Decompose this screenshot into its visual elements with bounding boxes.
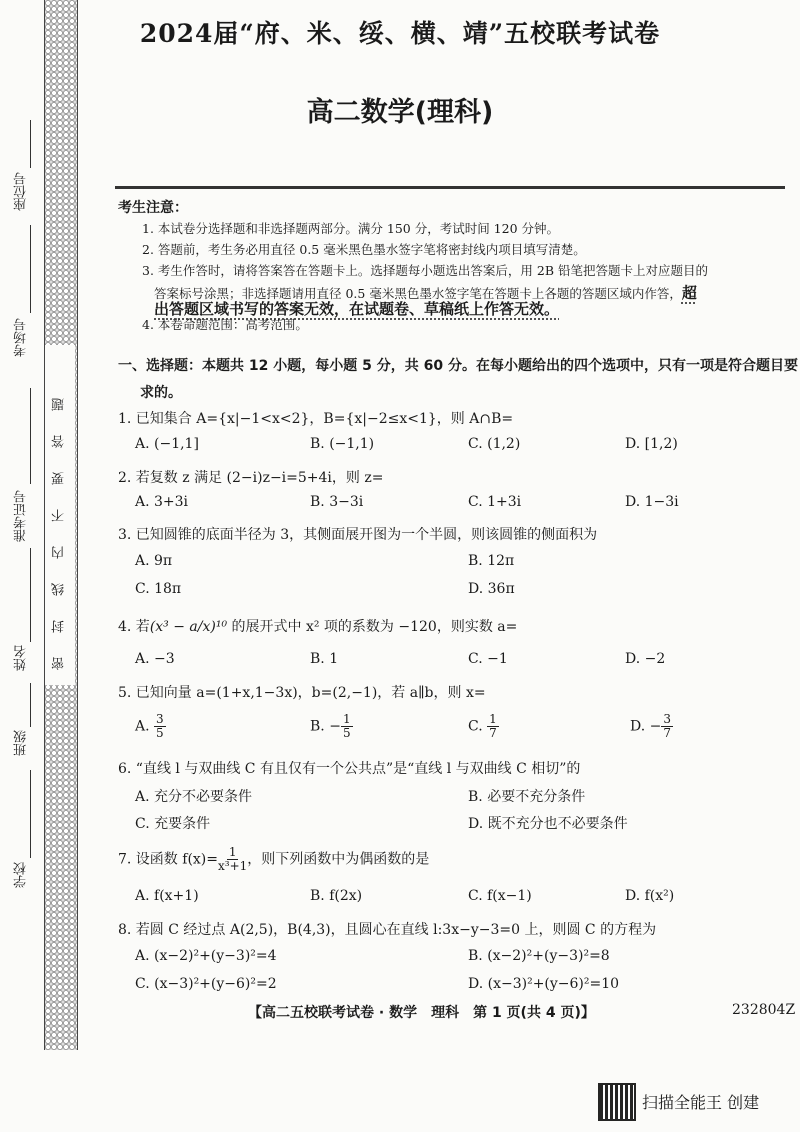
field-room-label: 考场号 — [14, 318, 29, 357]
q5a-den: 5 — [156, 726, 164, 740]
q5c-den: 7 — [489, 726, 497, 740]
field-class-line — [30, 683, 31, 727]
q6-option-b: B. 必要不充分条件 — [468, 789, 586, 805]
q5d-sign: − — [649, 718, 662, 735]
q5a-num: 3 — [156, 712, 164, 726]
q4-stem-pre: 4. 若 — [118, 619, 150, 635]
note-2: 2. 答题前，考生务必用直径 0.5 毫米黑色墨水签字笔将密封线内项目填写清楚。 — [142, 242, 586, 257]
q6-option-d: D. 既不充分也不必要条件 — [468, 816, 628, 832]
q5-option-b — [310, 713, 353, 740]
q8-option-b: B. (x−2)²+(y−3)²=8 — [468, 948, 610, 964]
q7-stem-post: ，则下列函数中为偶函数的是 — [247, 851, 430, 868]
q5b-sign: − — [329, 718, 341, 735]
field-name-line — [30, 548, 31, 642]
q5-option-d — [630, 713, 673, 740]
q7-option-d: D. f(x²) — [625, 888, 675, 904]
q7-option-b: B. f(2x) — [310, 888, 363, 904]
q2-option-d: D. 1−3i — [625, 494, 679, 510]
q4-option-d: D. −2 — [625, 651, 666, 667]
exam-title: 2024届“府、米、绥、横、靖”五校联考试卷 — [139, 19, 661, 48]
q2-option-a: A. 3+3i — [135, 494, 189, 510]
q3-option-d: D. 36π — [468, 581, 515, 597]
q5-option-a — [135, 713, 166, 740]
q6-option-c: C. 充要条件 — [135, 816, 211, 832]
q3-option-a: A. 9π — [135, 553, 173, 569]
exam-code: 232804Z — [732, 1002, 796, 1018]
q5c-label: C. — [468, 718, 483, 735]
notes-heading: 考生注意： — [118, 200, 188, 216]
field-seat-label: 座位号 — [14, 172, 29, 211]
q2-option-b: B. 3−3i — [310, 494, 364, 510]
note-3: 3. 考生作答时，请将答案答在答题卡上。选择题每小题选出答案后，用 2B 铅笔把答题卡上对应题目的 — [142, 263, 708, 278]
q4-stem-post: 的展开式中 x² 项的系数为 −120，则实数 a= — [227, 619, 518, 635]
q7-option-c: C. f(x−1) — [468, 888, 532, 904]
question-6-stem: 6. “直线 l 与双曲线 C 有且仅有一个公共点”是“直线 l 与双曲线 C 相切”的 — [118, 761, 581, 777]
q5c-num: 1 — [489, 712, 497, 726]
note-4: 4. 本卷命题范围：高考范围。 — [142, 317, 308, 332]
q5d-label: D. — [630, 718, 646, 735]
q5d-den: 7 — [663, 726, 672, 740]
q8-option-d: D. (x−3)²+(y−6)²=10 — [468, 976, 620, 992]
q5b-num: 1 — [342, 712, 351, 726]
q7-stem-pre: 7. 设函数 f(x)= — [118, 851, 218, 868]
field-school-line — [30, 770, 31, 858]
q7-option-a: A. f(x+1) — [135, 888, 199, 904]
section-heading: 一、选择题：本题共 12 小题，每小题 5 分，共 60 分。在每小题给出的四个选项中，只有一项是符合题目要 — [118, 358, 798, 374]
field-ticket-label: 准考证号 — [14, 490, 29, 542]
q1-option-b: B. (−1,1) — [310, 436, 375, 452]
question-3-stem: 3. 已知圆锥的底面半径为 3，其侧面展开图为一个半圆，则该圆锥的侧面积为 — [118, 527, 598, 543]
note-1: 1. 本试卷分选择题和非选择题两部分。满分 150 分，考试时间 120 分钟。 — [142, 221, 560, 236]
field-school-label: 学校 — [14, 862, 29, 888]
q5b-label: B. — [310, 718, 325, 735]
q1-option-a: A. (−1,1] — [135, 436, 199, 452]
divider — [115, 186, 785, 189]
q7-num: 1 — [228, 845, 237, 859]
q6-option-a: A. 充分不必要条件 — [135, 789, 253, 805]
q1-option-c: C. (1,2) — [468, 436, 521, 452]
question-8-stem: 8. 若圆 C 经过点 A(2,5)，B(4,3)，且圆心在直线 l:3x−y−3=0 上，则圆 C 的方程为 — [118, 922, 657, 938]
q5-option-c — [468, 713, 499, 740]
page-footer: 【高二五校联考试卷 · 数学 理科 第 1 页(共 4 页)】 — [248, 1005, 595, 1021]
q8-option-c: C. (x−3)²+(y−6)²=2 — [135, 976, 277, 992]
question-1-stem: 1. 已知集合 A={x|−1<x<2}，B={x|−2≤x<1}，则 A∩B= — [118, 411, 514, 427]
question-2-stem: 2. 若复数 z 满足 (2−i)z−i=5+4i，则 z= — [118, 470, 384, 486]
question-4-stem — [118, 616, 517, 636]
question-5-stem: 5. 已知向量 a=(1+x,1−3x)，b=(2,−1)，若 a∥b，则 x= — [118, 685, 486, 701]
q5a-label: A. — [135, 718, 150, 735]
field-class-label: 班级 — [14, 730, 29, 756]
note-emphasis-line: 出答题区域书写的答案无效，在试题卷、草稿纸上作答无效。 — [154, 300, 560, 318]
scanner-watermark: 扫描全能王 创建 — [642, 1093, 760, 1112]
q1-option-d: D. [1,2) — [625, 436, 678, 452]
q5d-num: 3 — [663, 712, 672, 726]
q4-expression: (x³ − a/x)¹⁰ — [149, 619, 228, 635]
q3-option-b: B. 12π — [468, 553, 515, 569]
q7-den: x³+1 — [218, 859, 248, 873]
q4-option-b: B. 1 — [310, 651, 339, 667]
note-3-text: 答案标号涂黑；非选择题请用直径 0.5 毫米黑色墨水签字笔在答题卡上各题的答题区域内作答， — [154, 286, 682, 301]
section-heading-cont: 求的。 — [140, 385, 182, 401]
field-room-line — [30, 225, 31, 313]
exam-subtitle: 高二数学(理科) — [306, 97, 494, 128]
note-emphasis: 超 — [681, 284, 697, 302]
question-7-stem — [118, 846, 429, 873]
field-name-label: 姓名 — [14, 645, 29, 671]
q4-option-c: C. −1 — [468, 651, 508, 667]
q4-option-a: A. −3 — [135, 651, 175, 667]
field-ticket-line — [30, 388, 31, 484]
qr-code-icon — [598, 1083, 636, 1121]
q3-option-c: C. 18π — [135, 581, 182, 597]
seal-text: 密封线内不要答题 — [52, 374, 67, 670]
q5b-den: 5 — [342, 726, 351, 740]
q8-option-a: A. (x−2)²+(y−3)²=4 — [135, 948, 277, 964]
q2-option-c: C. 1+3i — [468, 494, 522, 510]
